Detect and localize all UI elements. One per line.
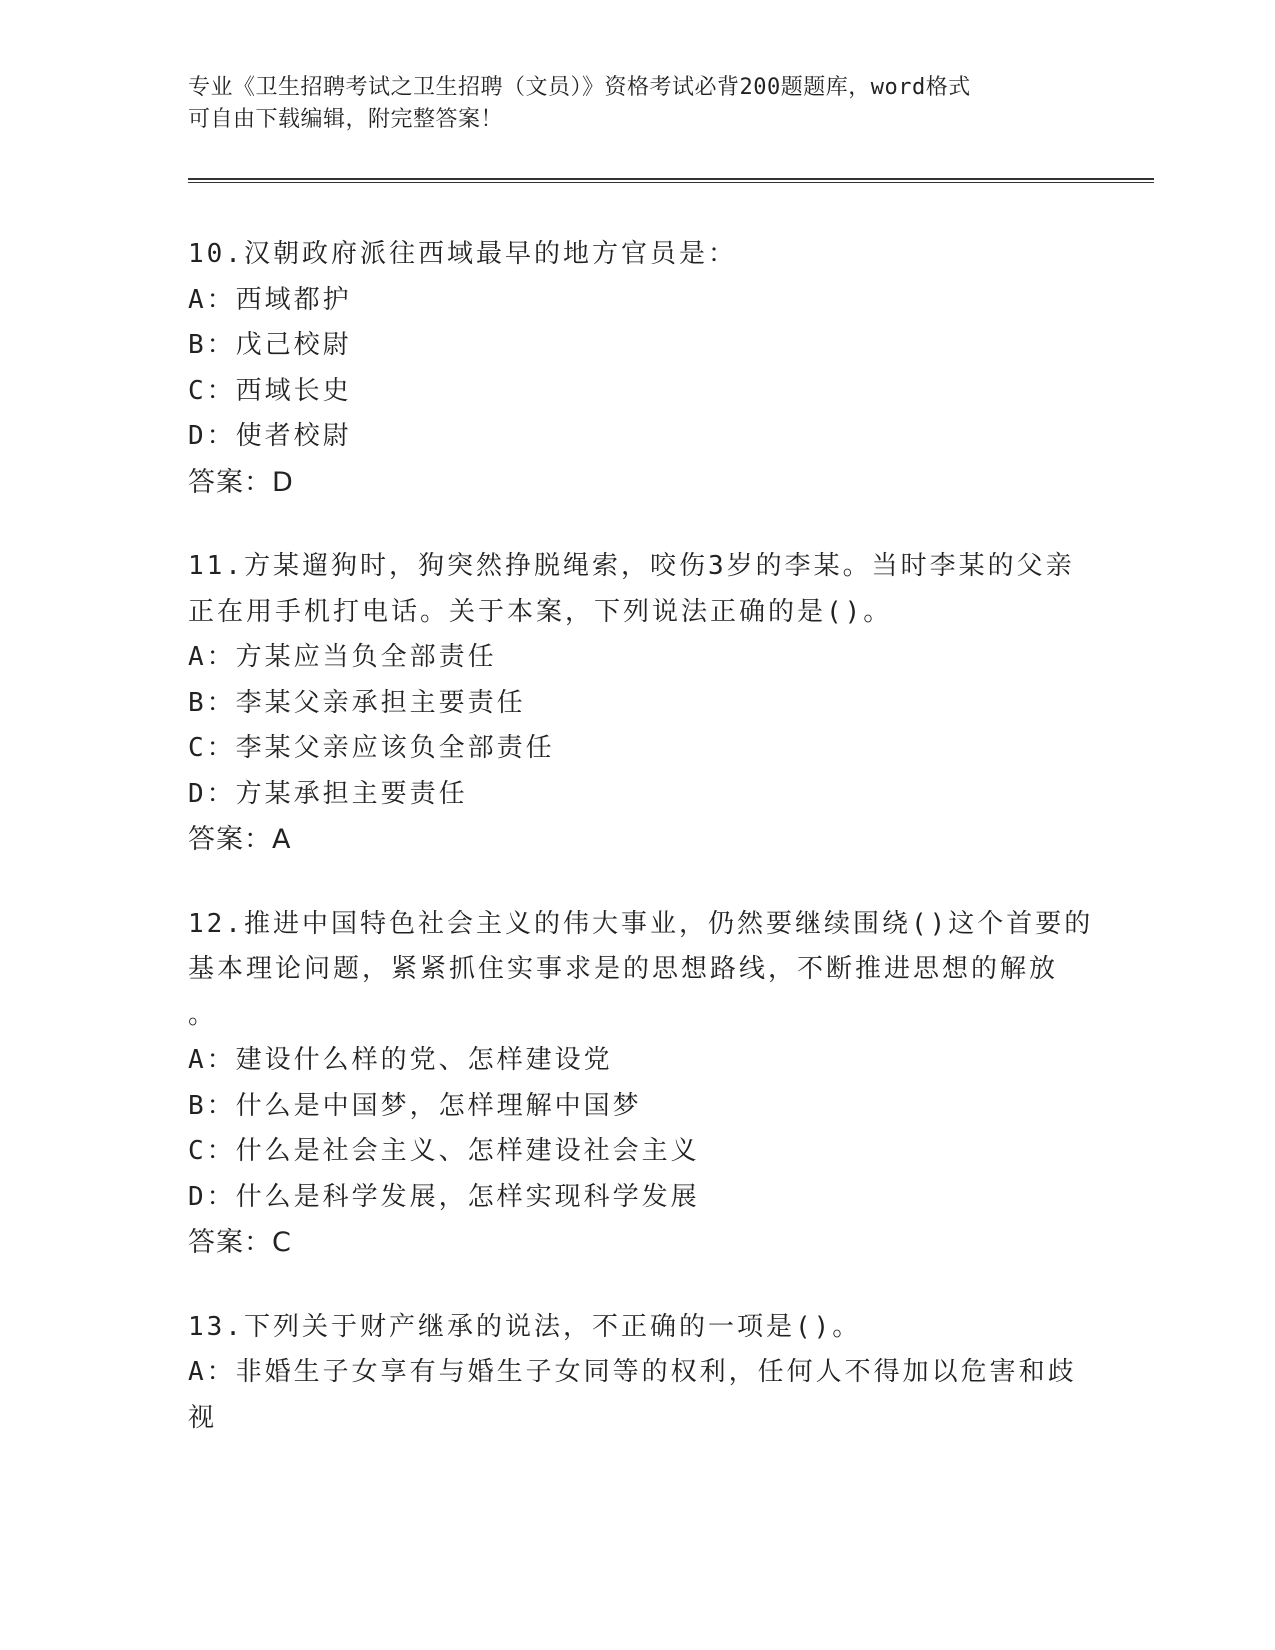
option-a: A：方某应当负全部责任 [188,642,497,672]
question-11 [188,544,1088,863]
question-stem: 13.下列关于财产继承的说法，不正确的一项是()。 [188,1311,862,1342]
document-header [188,72,1088,136]
question-stem: 12.推进中国特色社会主义的伟大事业，仍然要继续围绕()这个首要的 [188,908,1094,939]
option-a-continued: 视 [188,1402,218,1433]
option-a: A：非婚生子女享有与婚生子女同等的权利，任何人不得加以危害和歧 [188,1357,1077,1387]
question-13 [188,1305,1088,1442]
option-b: B：李某父亲承担主要责任 [188,687,526,718]
question-10 [188,232,1088,505]
answer-label: 答案：A [188,824,292,855]
option-b: B：什么是中国梦，怎样理解中国梦 [188,1090,642,1121]
question-stem: 10.汉朝政府派往西域最早的地方官员是： [188,239,737,269]
question-stem: 。 [188,999,218,1030]
question-list [188,232,1094,1480]
option-a: A：西域都护 [188,284,352,315]
header-divider [188,178,1154,183]
header-title-line-2: 可自由下载编辑，附完整答案！ [188,107,504,132]
option-b: B：戊己校尉 [188,330,352,360]
header-title-line-1: 专业《卫生招聘考试之卫生招聘（文员）》资格考试必背200题题库，word格式 [188,75,971,100]
question-stem: 基本理论问题，紧紧抓住实事求是的思想路线，不断推进思想的解放 [188,954,1059,984]
answer-label: 答案：D [188,466,294,498]
option-c: C：李某父亲应该负全部责任 [188,733,555,763]
question-stem: 正在用手机打电话。关于本案，下列说法正确的是()。 [188,596,893,627]
option-d: D：什么是科学发展，怎样实现科学发展 [188,1181,700,1212]
option-d: D：使者校尉 [188,421,352,451]
option-d: D：方某承担主要责任 [188,778,468,809]
question-12 [188,902,1094,1266]
option-a: A：建设什么样的党、怎样建设党 [188,1045,613,1075]
answer-label: 答案：C [188,1227,292,1258]
question-stem: 11.方某遛狗时，狗突然挣脱绳索，咬伤3岁的李某。当时李某的父亲 [188,551,1075,581]
option-c: C：西域长史 [188,375,352,406]
option-c: C：什么是社会主义、怎样建设社会主义 [188,1136,700,1166]
